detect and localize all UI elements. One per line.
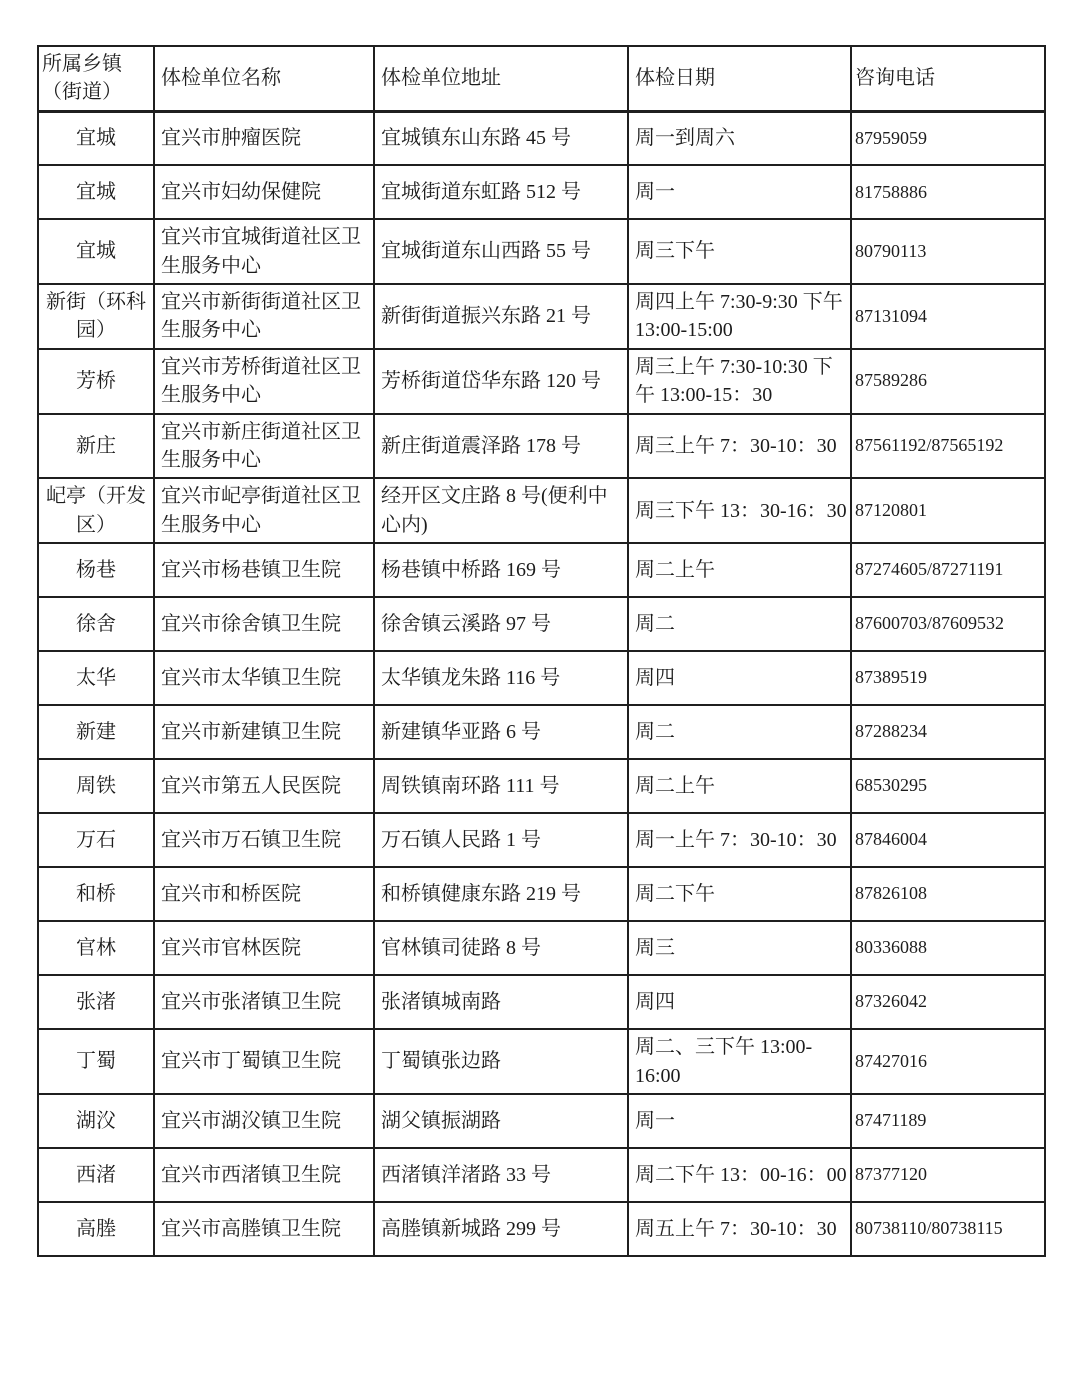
cell-township: 张渚 <box>38 975 154 1029</box>
cell-township: 芳桥 <box>38 349 154 414</box>
cell-phone: 87471189 <box>851 1094 1045 1148</box>
cell-phone: 87600703/87609532 <box>851 597 1045 651</box>
cell-township: 太华 <box>38 651 154 705</box>
cell-unit-name: 宜兴市高塍镇卫生院 <box>154 1202 374 1256</box>
table-row <box>38 1202 1045 1256</box>
cell-township: 屺亭（开发区） <box>38 478 154 543</box>
cell-exam-date: 周二上午 <box>628 543 851 597</box>
cell-unit-name: 宜兴市万石镇卫生院 <box>154 813 374 867</box>
cell-unit-address: 经开区文庄路 8 号(便利中心内) <box>374 478 628 543</box>
table-row <box>38 284 1045 349</box>
table-row <box>38 813 1045 867</box>
cell-township: 新街（环科园） <box>38 284 154 349</box>
table-row <box>38 111 1045 165</box>
cell-unit-name: 宜兴市徐舍镇卫生院 <box>154 597 374 651</box>
cell-exam-date: 周二上午 <box>628 759 851 813</box>
cell-unit-name: 宜兴市新庄街道社区卫生服务中心 <box>154 414 374 479</box>
cell-unit-name: 宜兴市丁蜀镇卫生院 <box>154 1029 374 1094</box>
cell-township: 丁蜀 <box>38 1029 154 1094</box>
table-row <box>38 219 1045 284</box>
cell-unit-address: 和桥镇健康东路 219 号 <box>374 867 628 921</box>
column-header-phone: 咨询电话 <box>851 46 1045 111</box>
table-row <box>38 165 1045 219</box>
cell-exam-date: 周三下午 <box>628 219 851 284</box>
cell-township: 周铁 <box>38 759 154 813</box>
cell-unit-address: 丁蜀镇张边路 <box>374 1029 628 1094</box>
cell-phone: 87389519 <box>851 651 1045 705</box>
cell-phone: 87826108 <box>851 867 1045 921</box>
table-row <box>38 705 1045 759</box>
cell-unit-name: 宜兴市新街街道社区卫生服务中心 <box>154 284 374 349</box>
cell-township: 宜城 <box>38 219 154 284</box>
cell-exam-date: 周二 <box>628 597 851 651</box>
cell-unit-address: 新建镇华亚路 6 号 <box>374 705 628 759</box>
table-row <box>38 1029 1045 1094</box>
table-body <box>38 111 1045 1256</box>
cell-phone: 87846004 <box>851 813 1045 867</box>
cell-unit-name: 宜兴市湖㳇镇卫生院 <box>154 1094 374 1148</box>
cell-unit-address: 徐舍镇云溪路 97 号 <box>374 597 628 651</box>
cell-phone: 87377120 <box>851 1148 1045 1202</box>
cell-township: 万石 <box>38 813 154 867</box>
cell-unit-name: 宜兴市太华镇卫生院 <box>154 651 374 705</box>
cell-exam-date: 周五上午 7：30-10：30 <box>628 1202 851 1256</box>
table-row <box>38 478 1045 543</box>
table-row <box>38 349 1045 414</box>
cell-unit-name: 宜兴市和桥医院 <box>154 867 374 921</box>
table-row <box>38 597 1045 651</box>
cell-township: 宜城 <box>38 111 154 165</box>
cell-phone: 87326042 <box>851 975 1045 1029</box>
table-row <box>38 414 1045 479</box>
cell-phone: 80790113 <box>851 219 1045 284</box>
cell-unit-name: 宜兴市官林医院 <box>154 921 374 975</box>
cell-phone: 87274605/87271191 <box>851 543 1045 597</box>
cell-unit-address: 西渚镇洋渚路 33 号 <box>374 1148 628 1202</box>
cell-unit-name: 宜兴市第五人民医院 <box>154 759 374 813</box>
table-row <box>38 651 1045 705</box>
cell-unit-address: 杨巷镇中桥路 169 号 <box>374 543 628 597</box>
table-row <box>38 921 1045 975</box>
cell-unit-address: 宜城街道东虹路 512 号 <box>374 165 628 219</box>
medical-exam-units-table <box>37 45 1046 1257</box>
cell-unit-address: 宜城街道东山西路 55 号 <box>374 219 628 284</box>
cell-township: 官林 <box>38 921 154 975</box>
table-row <box>38 1094 1045 1148</box>
table-row <box>38 867 1045 921</box>
table-row <box>38 1148 1045 1202</box>
cell-phone: 87427016 <box>851 1029 1045 1094</box>
cell-exam-date: 周一 <box>628 1094 851 1148</box>
cell-unit-address: 芳桥街道岱华东路 120 号 <box>374 349 628 414</box>
cell-exam-date: 周三上午 7：30-10：30 <box>628 414 851 479</box>
cell-unit-address: 张渚镇城南路 <box>374 975 628 1029</box>
table-row <box>38 543 1045 597</box>
cell-phone: 80738110/80738115 <box>851 1202 1045 1256</box>
cell-exam-date: 周三下午 13：30-16：30 <box>628 478 851 543</box>
cell-exam-date: 周一 <box>628 165 851 219</box>
cell-phone: 87288234 <box>851 705 1045 759</box>
cell-unit-address: 湖父镇振湖路 <box>374 1094 628 1148</box>
cell-unit-name: 宜兴市新建镇卫生院 <box>154 705 374 759</box>
cell-unit-name: 宜兴市屺亭街道社区卫生服务中心 <box>154 478 374 543</box>
cell-unit-address: 官林镇司徒路 8 号 <box>374 921 628 975</box>
cell-unit-name: 宜兴市宜城街道社区卫生服务中心 <box>154 219 374 284</box>
cell-phone: 87120801 <box>851 478 1045 543</box>
cell-unit-address: 新庄街道震泽路 178 号 <box>374 414 628 479</box>
cell-exam-date: 周一到周六 <box>628 111 851 165</box>
column-header-unit-name: 体检单位名称 <box>154 46 374 111</box>
cell-exam-date: 周四 <box>628 975 851 1029</box>
exam-units-table-container <box>37 45 1044 1257</box>
cell-exam-date: 周二下午 <box>628 867 851 921</box>
cell-phone: 87589286 <box>851 349 1045 414</box>
cell-unit-address: 万石镇人民路 1 号 <box>374 813 628 867</box>
cell-township: 杨巷 <box>38 543 154 597</box>
cell-phone: 80336088 <box>851 921 1045 975</box>
cell-unit-name: 宜兴市芳桥街道社区卫生服务中心 <box>154 349 374 414</box>
column-header-exam-date: 体检日期 <box>628 46 851 111</box>
cell-unit-name: 宜兴市张渚镇卫生院 <box>154 975 374 1029</box>
cell-exam-date: 周二 <box>628 705 851 759</box>
cell-phone: 87131094 <box>851 284 1045 349</box>
cell-exam-date: 周三上午 7:30-10:30 下午 13:00-15：30 <box>628 349 851 414</box>
cell-township: 西渚 <box>38 1148 154 1202</box>
cell-phone: 87561192/87565192 <box>851 414 1045 479</box>
cell-unit-address: 太华镇龙朱路 116 号 <box>374 651 628 705</box>
cell-exam-date: 周二下午 13：00-16：00 <box>628 1148 851 1202</box>
cell-unit-address: 宜城镇东山东路 45 号 <box>374 111 628 165</box>
cell-exam-date: 周四上午 7:30-9:30 下午 13:00-15:00 <box>628 284 851 349</box>
cell-unit-name: 宜兴市妇幼保健院 <box>154 165 374 219</box>
table-row <box>38 975 1045 1029</box>
cell-township: 湖㳇 <box>38 1094 154 1148</box>
cell-unit-name: 宜兴市杨巷镇卫生院 <box>154 543 374 597</box>
cell-township: 新庄 <box>38 414 154 479</box>
cell-exam-date: 周四 <box>628 651 851 705</box>
cell-exam-date: 周三 <box>628 921 851 975</box>
cell-exam-date: 周一上午 7：30-10：30 <box>628 813 851 867</box>
header-row <box>38 46 1045 111</box>
cell-unit-name: 宜兴市西渚镇卫生院 <box>154 1148 374 1202</box>
cell-unit-address: 周铁镇南环路 111 号 <box>374 759 628 813</box>
cell-township: 高塍 <box>38 1202 154 1256</box>
cell-phone: 87959059 <box>851 111 1045 165</box>
column-header-unit-address: 体检单位地址 <box>374 46 628 111</box>
cell-unit-name: 宜兴市肿瘤医院 <box>154 111 374 165</box>
cell-phone: 81758886 <box>851 165 1045 219</box>
cell-township: 新建 <box>38 705 154 759</box>
cell-township: 和桥 <box>38 867 154 921</box>
cell-phone: 68530295 <box>851 759 1045 813</box>
cell-township: 徐舍 <box>38 597 154 651</box>
table-row <box>38 759 1045 813</box>
cell-unit-address: 高塍镇新城路 299 号 <box>374 1202 628 1256</box>
cell-exam-date: 周二、三下午 13:00-16:00 <box>628 1029 851 1094</box>
cell-township: 宜城 <box>38 165 154 219</box>
column-header-township: 所属乡镇（街道） <box>38 46 154 111</box>
cell-unit-address: 新街街道振兴东路 21 号 <box>374 284 628 349</box>
